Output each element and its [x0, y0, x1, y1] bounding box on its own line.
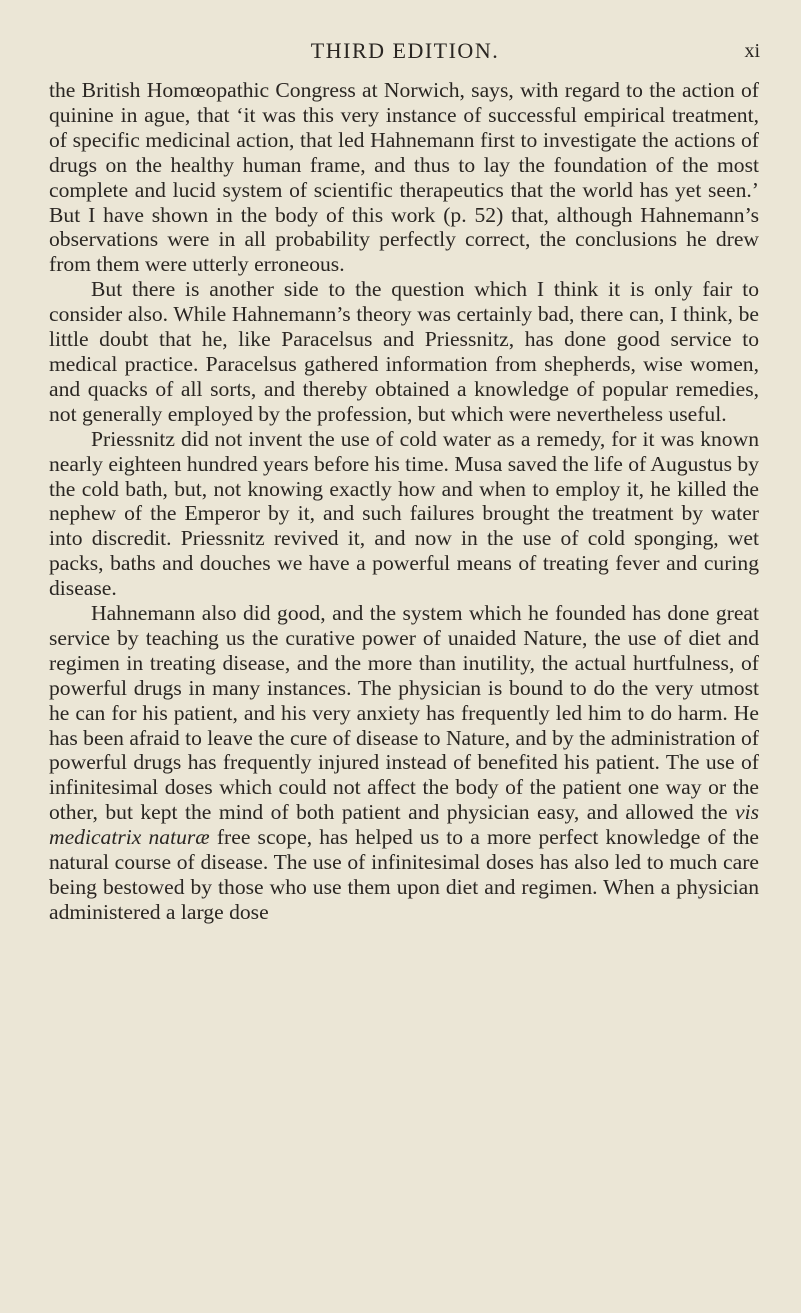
running-head — [50, 36, 760, 66]
paragraph — [49, 427, 759, 601]
page-number: xi — [744, 40, 760, 62]
paragraph-text: Priessnitz did not invent the use of cold water as a remedy, for it was known nearly eighteen hundred years before his time. Musa saved the life of Augustus by the cold bath, but, not knowing exactly how and when to employ it, he killed the nephew of the Emperor by it, and such failures brought the treatment by water into discredit. Priessnitz revived it, and now in the use of cold sponging, wet packs, baths and douches we have a powerful means of treating fever and curing disease. — [49, 426, 759, 601]
paragraph — [49, 78, 759, 277]
paragraph — [49, 277, 759, 426]
paragraph-text: But there is another side to the question which I think it is only fair to consider also. While Hahnemann’s theory was certainly bad, there can, I think, be little doubt that he, like Paracelsus and Priessnitz, has done good service to medical practice. Paracelsus gathered information from shepherds, wise women, and quacks of all sorts, and thereby obtained a knowledge of popular remedies, not generally employed by the profession, but which were nevertheless useful. — [49, 277, 759, 426]
latin-phrase: vis medicatrix naturæ — [49, 800, 759, 850]
paragraph-text: Hahnemann also did good, and the system which he founded has done great service by teaching us the curative power of unaided Nature, the use of diet and regimen in treating disease, and the more than inutility, the actual hurtfulness, of powerful drugs in many instances. The physician is bound to do the very utmost he can for his patient, and his very anxiety has frequently led him to do harm. He has been afraid to leave the cure of disease to Nature, and by the administration of powerful drugs has frequently injured instead of benefited his patient. The use of infinitesimal doses which could not affect the body of the patient one way or the other, but kept the mind of both patient and physician easy, and allowed the — [49, 601, 759, 825]
body-text — [49, 78, 759, 925]
paragraph — [49, 601, 759, 925]
paragraph-text: the British Homœopathic Congress at Norwich, says, with regard to the action of quinine in ague, that ‘it was this very instance of successful empirical treatment, of specific medicinal action, that led Hahnemann first to investigate the actions of drugs on the healthy human frame, and thus to lay the foundation of the most complete and lucid system of scientific therapeutics that the world has yet seen.’ But I have shown in the body of this work (p. 52) that, although Hahnemann’s observations were in all probability perfectly correct, the conclusions he drew from them were utterly erroneous. — [49, 78, 759, 277]
running-head-title: THIRD EDITION. — [310, 38, 500, 63]
paragraph-text: free scope, has helped us to a more perfect knowledge of the natural course of disease. The use of infinitesimal doses has also led to much care being bestowed by those who use them upon diet and regimen. When a physician administered a large dose — [49, 825, 759, 924]
